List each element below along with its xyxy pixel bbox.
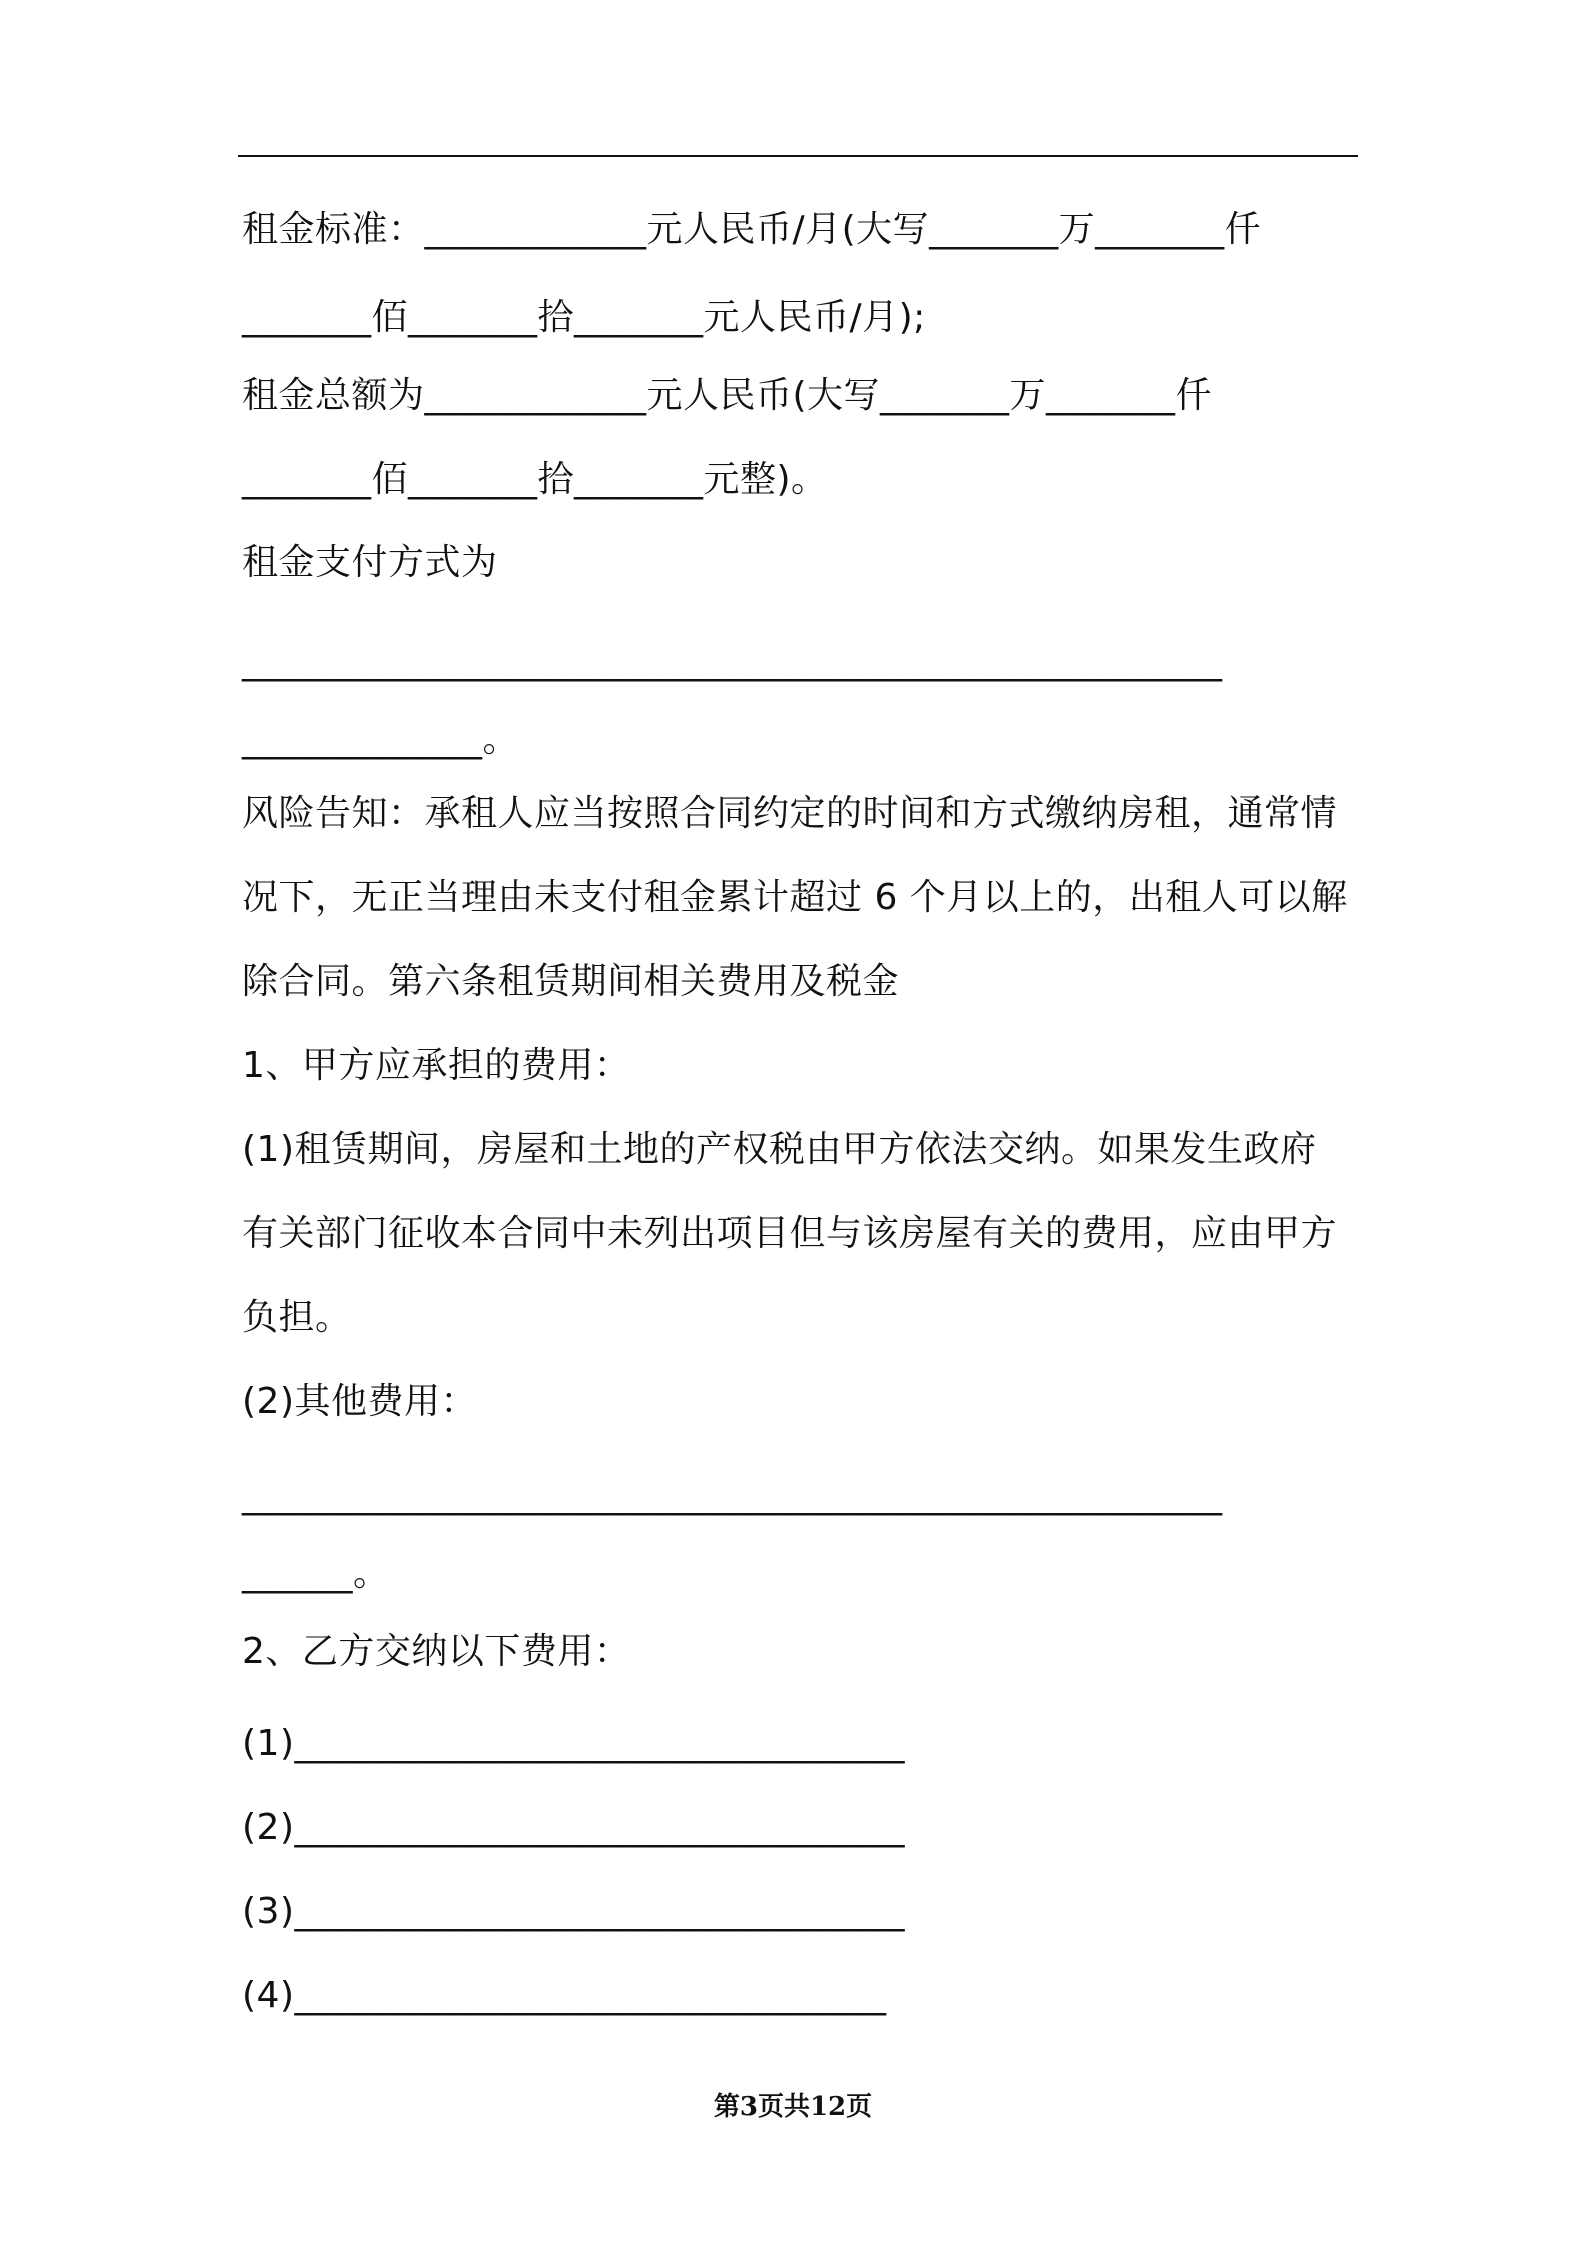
party-a-fees-heading: 1、甲方应承担的费用：: [242, 1045, 631, 1086]
payment-method-label: 租金支付方式为: [242, 542, 498, 583]
party-a-fee-2-blank-2: ______。: [242, 1553, 390, 1594]
payment-method-blank-1: _____________________________________________________: [242, 641, 1223, 682]
party-a-fee-2-blank-1: _____________________________________________________: [242, 1475, 1223, 1516]
rent-standard-line-2: _______佰_______拾_______元人民币/月);: [242, 297, 926, 338]
party-a-fee-1-line-2: 有关部门征收本合同中未列出项目但与该房屋有关的费用，应由甲方: [242, 1213, 1338, 1254]
party-a-fee-1-line-1: (1)租赁期间，房屋和土地的产权税由甲方依法交纳。如果发生政府: [242, 1129, 1317, 1170]
rent-total-line-1: 租金总额为____________元人民币(大写_______万_______仟: [242, 375, 1213, 416]
party-b-fee-item-4: (4)________________________________: [242, 1975, 887, 2016]
party-a-fee-2-label: (2)其他费用：: [242, 1381, 477, 1422]
risk-notice-line-3: 除合同。第六条租赁期间相关费用及税金: [242, 961, 900, 1002]
rent-total-line-2: _______佰_______拾_______元整)。: [242, 459, 828, 500]
risk-notice-line-1: 风险告知：承租人应当按照合同约定的时间和方式缴纳房租，通常情: [242, 793, 1338, 834]
party-b-fee-item-2: (2)_________________________________: [242, 1807, 905, 1848]
page-number: 第3页共12页: [713, 2092, 873, 2122]
party-b-fees-heading: 2、乙方交纳以下费用：: [242, 1631, 631, 1672]
payment-method-blank-2: _____________。: [242, 719, 519, 760]
rent-standard-line-1: 租金标准：____________元人民币/月(大写_______万_______仟: [242, 209, 1262, 250]
party-b-fee-item-3: (3)_________________________________: [242, 1891, 905, 1932]
header-rule: [238, 155, 1358, 157]
party-b-fee-item-1: (1)_________________________________: [242, 1723, 905, 1764]
risk-notice-line-2: 况下，无正当理由未支付租金累计超过 6 个月以上的，出租人可以解: [242, 877, 1348, 918]
party-a-fee-1-line-3: 负担。: [242, 1297, 352, 1338]
